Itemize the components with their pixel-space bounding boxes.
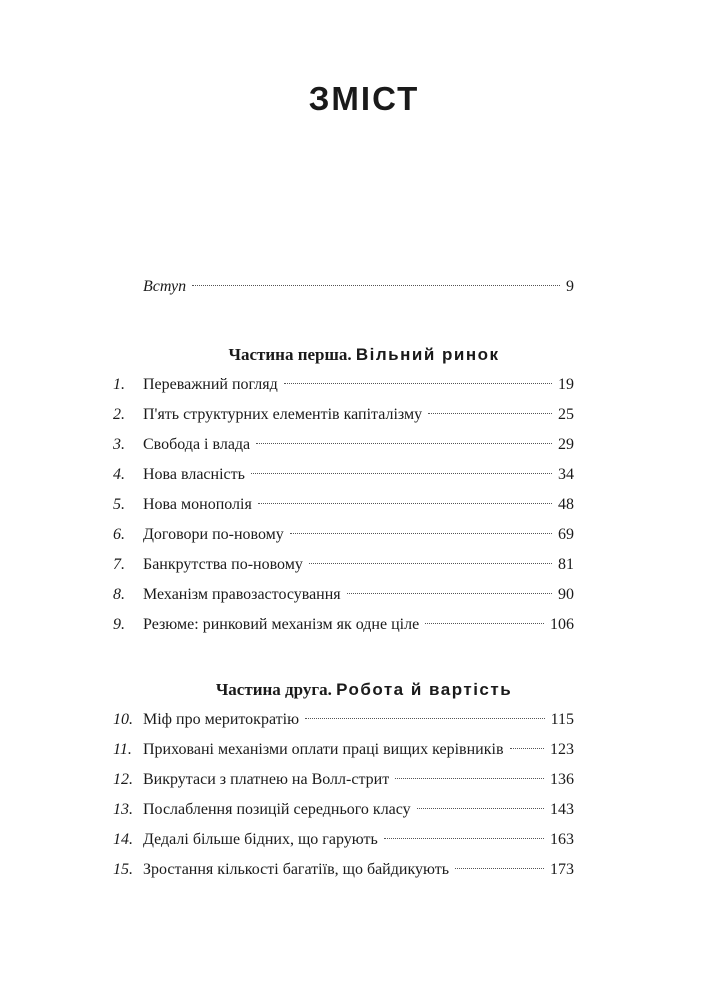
entry-number: 4. [113, 466, 125, 483]
part-prefix: Частина друга. [215, 680, 332, 699]
toc-entry-chapter-13[interactable] [113, 801, 574, 825]
dot-leader [347, 593, 552, 594]
toc-entry-chapter-9[interactable] [113, 616, 574, 640]
entry-title: Банкрутства по-новому [143, 556, 303, 573]
dot-leader [258, 503, 552, 504]
entry-title: Вступ [143, 278, 187, 295]
entry-page: 163 [550, 831, 574, 848]
entry-number: 10. [113, 711, 133, 728]
dot-leader [425, 623, 544, 624]
entry-page: 115 [550, 711, 574, 728]
toc-entry-chapter-3[interactable] [113, 436, 574, 460]
entry-page: 173 [550, 861, 574, 878]
toc-entry-chapter-5[interactable] [113, 496, 574, 520]
dot-leader [384, 838, 544, 839]
dot-leader [251, 473, 552, 474]
dot-leader [290, 533, 552, 534]
entry-page: 29 [558, 436, 574, 453]
entry-number: 3. [113, 436, 125, 453]
entry-page: 48 [558, 496, 574, 513]
entry-page: 90 [558, 586, 574, 603]
dot-leader [284, 383, 552, 384]
entry-title: Дедалі більше бідних, що гарують [143, 831, 378, 848]
dot-leader [417, 808, 544, 809]
page-title: ЗМІСТ [308, 80, 420, 117]
entry-title: Переважний погляд [143, 376, 278, 393]
dot-leader [395, 778, 544, 779]
entry-page: 25 [558, 406, 574, 423]
part-heading-1 [0, 345, 728, 365]
entry-page: 19 [558, 376, 574, 393]
toc-entry-chapter-15[interactable] [113, 861, 574, 885]
toc-entry-intro[interactable] [113, 278, 574, 302]
entry-number: 8. [113, 586, 125, 603]
entry-title: Механізм правозастосування [143, 586, 341, 603]
entry-page: 69 [558, 526, 574, 543]
entry-title: Міф про меритократію [143, 711, 300, 728]
entry-page: 143 [550, 801, 574, 818]
toc-entry-chapter-14[interactable] [113, 831, 574, 855]
toc-entry-chapter-1[interactable] [113, 376, 574, 400]
entry-number: 7. [113, 556, 125, 573]
toc-entry-chapter-11[interactable] [113, 741, 574, 765]
entry-title: Договори по-новому [143, 526, 284, 543]
dot-leader [455, 868, 544, 869]
entry-title: Свобода і влада [143, 436, 251, 453]
toc-entry-chapter-4[interactable] [113, 466, 574, 490]
dot-leader [510, 748, 545, 749]
entry-number: 1. [113, 376, 125, 393]
toc-entry-chapter-12[interactable] [113, 771, 574, 795]
entry-page: 34 [558, 466, 574, 483]
toc-entry-chapter-7[interactable] [113, 556, 574, 580]
entry-page: 9 [566, 278, 574, 295]
entry-title: Зростання кількості багатіїв, що байдикують [143, 861, 450, 878]
entry-page: 136 [550, 771, 574, 788]
entry-page: 106 [550, 616, 574, 633]
toc-entry-chapter-6[interactable] [113, 526, 574, 550]
entry-number: 5. [113, 496, 125, 513]
part-heading-2 [0, 680, 728, 700]
part-prefix: Частина перша. [228, 345, 352, 364]
entry-number: 12. [113, 771, 133, 788]
dot-leader [305, 718, 545, 719]
entry-number: 15. [113, 861, 133, 878]
entry-title: Приховані механізми оплати праці вищих керівників [143, 741, 504, 758]
entry-page: 123 [550, 741, 574, 758]
dot-leader [192, 285, 560, 286]
entry-title: Резюме: ринковий механізм як одне ціле [143, 616, 420, 633]
dot-leader [309, 563, 552, 564]
entry-title: Викрутаси з платнею на Волл-стрит [143, 771, 390, 788]
entry-title: П'ять структурних елементів капіталізму [143, 406, 423, 423]
entry-number: 2. [113, 406, 125, 423]
part-title: Робота й вартість [336, 680, 513, 699]
toc-entry-chapter-8[interactable] [113, 586, 574, 610]
entry-number: 13. [113, 801, 133, 818]
entry-number: 11. [113, 741, 132, 758]
entry-title: Послаблення позицій середнього класу [143, 801, 411, 818]
toc-entry-chapter-10[interactable] [113, 711, 574, 735]
toc-entry-chapter-2[interactable] [113, 406, 574, 430]
entry-number: 6. [113, 526, 125, 543]
entry-title: Нова монополія [143, 496, 252, 513]
entry-title: Нова власність [143, 466, 245, 483]
dot-leader [256, 443, 552, 444]
entry-number: 9. [113, 616, 125, 633]
part-title: Вільний ринок [355, 345, 500, 364]
dot-leader [428, 413, 552, 414]
entry-page: 81 [558, 556, 574, 573]
entry-number: 14. [113, 831, 133, 848]
